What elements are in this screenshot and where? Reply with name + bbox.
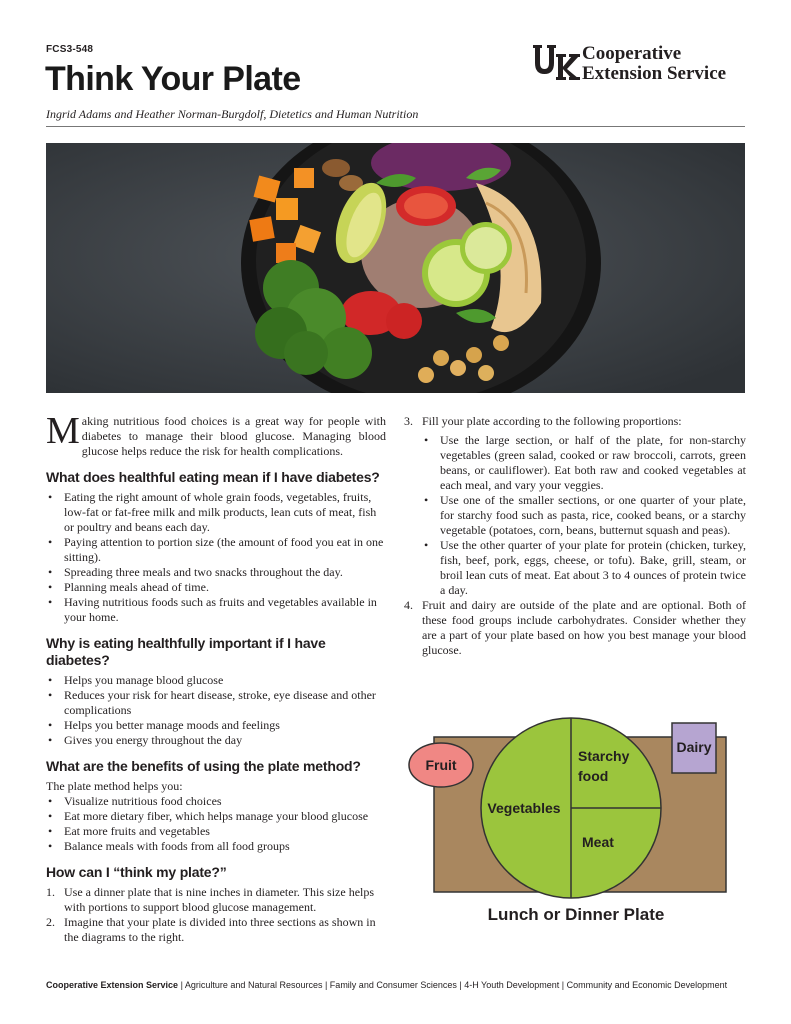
step-text: Fill your plate according to the following proportions: bbox=[422, 414, 682, 428]
list-item: • Balance meals with foods from all food groups bbox=[46, 839, 386, 854]
step-item bbox=[404, 414, 746, 598]
logo-line-1: Cooperative bbox=[582, 43, 682, 64]
vegetables-label: Vegetables bbox=[487, 800, 561, 816]
list-item: • Eat more dietary fiber, which helps manage your blood glucose bbox=[46, 809, 386, 824]
footer bbox=[46, 980, 746, 990]
step-number: 2. bbox=[46, 915, 55, 929]
list-item: • Visualize nutritious food choices bbox=[46, 794, 386, 809]
step-text: Imagine that your plate is divided into three sections as shown in the diagrams to the right. bbox=[64, 915, 376, 944]
fruit-label: Fruit bbox=[425, 757, 457, 773]
drop-cap: M bbox=[46, 410, 80, 452]
dairy-label: Dairy bbox=[676, 739, 712, 755]
left-column bbox=[46, 410, 386, 945]
list-item: • Spreading three meals and two snacks throughout the day. bbox=[46, 565, 386, 580]
header-divider bbox=[46, 126, 745, 127]
list-item: • Use the large section, or half of the plate, for non-starchy vegetables (green salad, cooked or raw broccoli, carrots, green beans, or cauliflower). Eat both raw and cooked vegetables at each meal, and vary your veggies. bbox=[422, 433, 746, 493]
logo-line-2: Extension Service bbox=[582, 63, 727, 84]
plate-diagram-graphic bbox=[406, 715, 746, 930]
benefits-intro: The plate method helps you: bbox=[46, 779, 183, 793]
step-number: 4. bbox=[404, 598, 413, 612]
intro-paragraph bbox=[46, 410, 386, 459]
list-item: • Helps you manage blood glucose bbox=[46, 673, 386, 688]
section-heading-healthful-eating: What does healthful eating mean if I have diabetes? bbox=[46, 469, 380, 485]
food-bowl-photo bbox=[46, 143, 745, 393]
right-column bbox=[404, 414, 746, 658]
step-text: Fruit and dairy are outside of the plate and are optional. Both of these food groups include carbohydrates. Consider whether they are a part of your plate based on how you best manage your blood glucose. bbox=[422, 598, 746, 657]
benefits-list bbox=[46, 794, 386, 854]
section-heading-benefits: What are the benefits of using the plate method? bbox=[46, 758, 361, 774]
uk-logo-icon bbox=[532, 44, 580, 82]
page-title: Think Your Plate bbox=[45, 60, 301, 98]
list-item: • Planning meals ahead of time. bbox=[46, 580, 386, 595]
food-bowl-illustration bbox=[46, 143, 745, 393]
plate-diagram bbox=[406, 715, 746, 930]
step-number: 3. bbox=[404, 414, 413, 428]
why-important-list bbox=[46, 673, 386, 748]
publication-code: FCS3-548 bbox=[46, 44, 94, 55]
step-number: 1. bbox=[46, 885, 55, 899]
list-item: • Eat more fruits and vegetables bbox=[46, 824, 386, 839]
footer-org: Cooperative Extension Service bbox=[46, 980, 179, 990]
proportions-list bbox=[422, 433, 746, 598]
uk-extension-logo bbox=[532, 44, 747, 86]
list-item: • Paying attention to portion size (the amount of food you eat in one sitting). bbox=[46, 535, 386, 565]
list-item: • Helps you better manage moods and feelings bbox=[46, 718, 386, 733]
list-item: • Having nutritious foods such as fruits and vegetables available in your home. bbox=[46, 595, 386, 625]
list-item: • Reduces your risk for heart disease, stroke, eye disease and other complications bbox=[46, 688, 386, 718]
step-item bbox=[404, 598, 746, 658]
footer-units: | Agriculture and Natural Resources | Family and Consumer Sciences | 4-H Youth Development | Community and Economic Development bbox=[178, 980, 728, 990]
step-text: Use a dinner plate that is nine inches in diameter. This size helps with portions to support blood glucose management. bbox=[64, 885, 375, 914]
logo-text bbox=[582, 44, 726, 84]
list-item: • Use the other quarter of your plate for protein (chicken, turkey, fish, beef, pork, eggs, cheese, or tofu). Bake, grill, steam, or broil lean cuts of meat. Eat about 3 to 4 ounces of protein twice a day. bbox=[422, 538, 746, 598]
section-heading-think-my-plate: How can I “think my plate?” bbox=[46, 864, 227, 880]
starchy-label-line1: Starchy bbox=[578, 748, 630, 764]
steps-list-continued bbox=[404, 414, 746, 658]
healthful-eating-list bbox=[46, 490, 386, 625]
list-item: • Gives you energy throughout the day bbox=[46, 733, 386, 748]
list-item: • Eating the right amount of whole grain foods, vegetables, fruits, low-fat or fat-free milk and milk products, lean cuts of meat, fish or poultry and beans each day. bbox=[46, 490, 386, 535]
authors-line: Ingrid Adams and Heather Norman-Burgdolf, Dietetics and Human Nutrition bbox=[46, 107, 419, 121]
meat-label: Meat bbox=[582, 834, 614, 850]
section-heading-why-important: Why is eating healthfully important if I have diabetes? bbox=[46, 635, 326, 668]
step-item bbox=[46, 885, 386, 915]
starchy-label-line2: food bbox=[578, 768, 609, 784]
diagram-caption: Lunch or Dinner Plate bbox=[487, 905, 665, 924]
intro-text: aking nutritious food choices is a great way for people with diabetes to manage their blood glucose. Managing blood glucose helps reduce the risk for health complications. bbox=[81, 414, 386, 458]
step-item bbox=[46, 915, 386, 945]
list-item: • Use one of the smaller sections, or one quarter of your plate, for starchy food such as pasta, rice, cooked beans, or a starchy vegetable (potatoes, corn, beans, butternut squash and peas). bbox=[422, 493, 746, 538]
steps-list bbox=[46, 885, 386, 945]
